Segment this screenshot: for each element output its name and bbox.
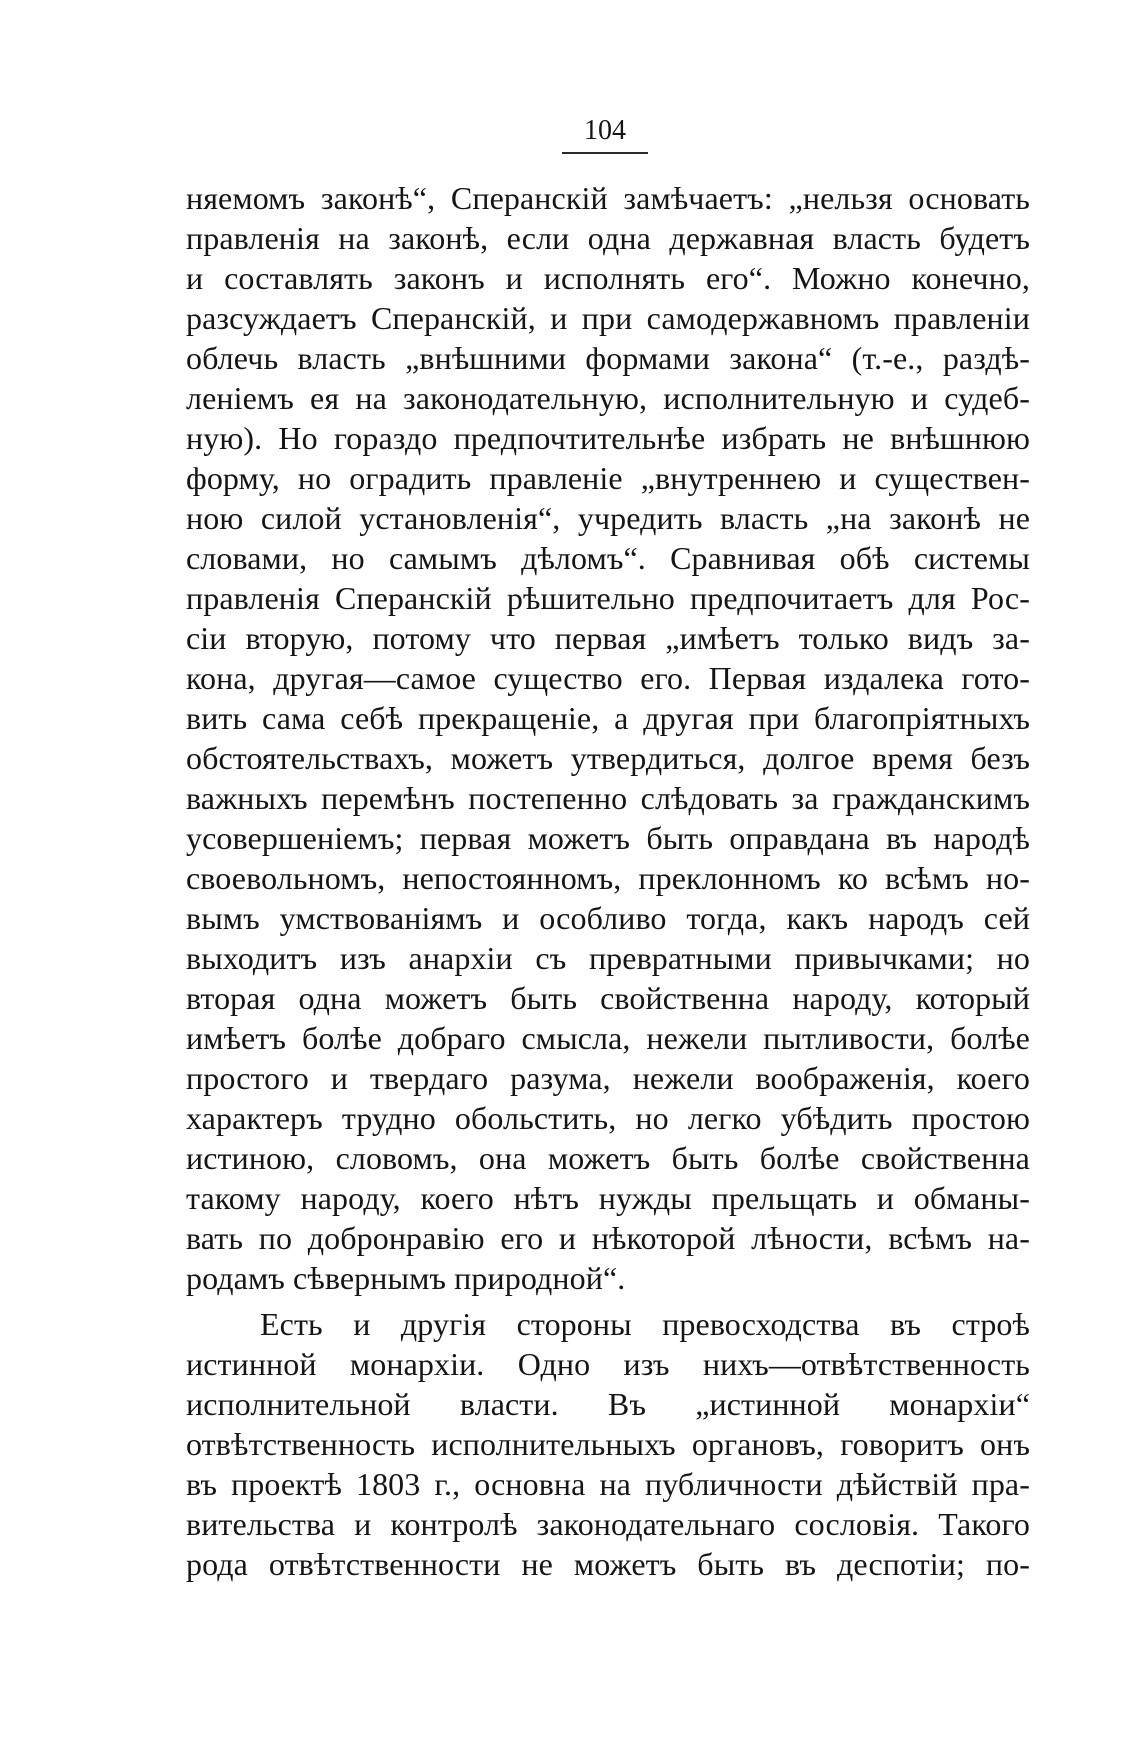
text-line: исполнительной власти. Въ „истинной монархіи“ [186, 1386, 1030, 1422]
text-line: правленія на законѣ, если одна державная власть будетъ [186, 220, 1030, 256]
text-line: сіи вторую, потому что первая „имѣетъ только видъ за- [186, 620, 1030, 656]
text-line: вымъ умствованіямъ и особливо тогда, какъ народъ сей [186, 900, 1030, 936]
text-line: Есть и другія стороны превосходства въ строѣ [260, 1306, 1030, 1342]
paragraph [186, 1304, 1030, 1584]
text-line: важныхъ перемѣнъ постепенно слѣдовать за гражданскимъ [186, 780, 1030, 816]
text-line: кона, другая—самое существо его. Первая издалека гото- [186, 660, 1030, 696]
text-line: вторая одна можетъ быть свойственна народу, который [186, 980, 1030, 1016]
text-line: ную). Но гораздо предпочтительнѣе избрать не внѣшнюю [186, 420, 1030, 456]
text-line: облечь власть „внѣшними формами закона“ (т.-е., раздѣ- [186, 340, 1030, 376]
text-line: леніемъ ея на законодательную, исполнительную и судеб- [186, 380, 1030, 416]
text-line: истинной монархіи. Одно изъ нихъ—отвѣтственность [186, 1346, 1030, 1382]
text-line: ною силой установленія“, учредить власть „на законѣ не [186, 500, 1030, 536]
text-line: своевольномъ, непостоянномъ, преклонномъ ко всѣмъ но- [186, 860, 1030, 896]
text-line: правленія Сперанскій рѣшительно предпочитаетъ для Рос- [186, 580, 1030, 616]
text-line: форму, но оградить правленіе „внутреннею и существен- [186, 460, 1030, 496]
text-line: такому народу, коего нѣтъ нужды прельщать и обманы- [186, 1180, 1030, 1216]
text-line: выходитъ изъ анархіи съ превратными привычками; но [186, 940, 1030, 976]
text-line: отвѣтственность исполнительныхъ органовъ, говоритъ онъ [186, 1426, 1030, 1462]
text-line: вить сама себѣ прекращеніе, а другая при благопріятныхъ [186, 700, 1030, 736]
text-line: усовершеніемъ; первая можетъ быть оправдана въ народѣ [186, 820, 1030, 856]
page-number: 104 [584, 115, 626, 146]
page-number-rule [562, 152, 648, 154]
text-line: истиною, словомъ, она можетъ быть болѣе свойственна [186, 1140, 1030, 1176]
text-line: простого и твердаго разума, нежели воображенія, коего [186, 1060, 1030, 1096]
text-line: родамъ сѣвернымъ природной“. [186, 1260, 626, 1296]
text-line: въ проектѣ 1803 г., основна на публичности дѣйствій пра- [186, 1466, 1030, 1502]
text-line: вать по добронравію его и нѣкоторой лѣности, всѣмъ на- [186, 1220, 1030, 1256]
paragraph [186, 178, 1030, 1298]
body-text [186, 178, 1030, 1584]
text-line: обстоятельствахъ, можетъ утвердиться, долгое время безъ [186, 740, 1030, 776]
text-line: няемомъ законѣ“, Сперанскій замѣчаетъ: „нельзя основать [186, 180, 1030, 216]
text-line: и составлять законъ и исполнять его“. Можно конечно, [186, 260, 1030, 296]
text-line: характеръ трудно обольстить, но легко убѣдить простою [186, 1100, 1030, 1136]
text-line: разсуждаетъ Сперанскій, и при самодержавномъ правленіи [186, 300, 1030, 336]
text-line: рода отвѣтственности не можетъ быть въ деспотіи; по- [186, 1546, 1030, 1582]
text-line: вительства и контролѣ законодательнаго сословія. Такого [186, 1506, 1030, 1542]
text-line: словами, но самымъ дѣломъ“. Сравнивая обѣ системы [186, 540, 1030, 576]
text-line: имѣетъ болѣе добраго смысла, нежели пытливости, болѣе [186, 1020, 1030, 1056]
page-header [550, 114, 660, 154]
